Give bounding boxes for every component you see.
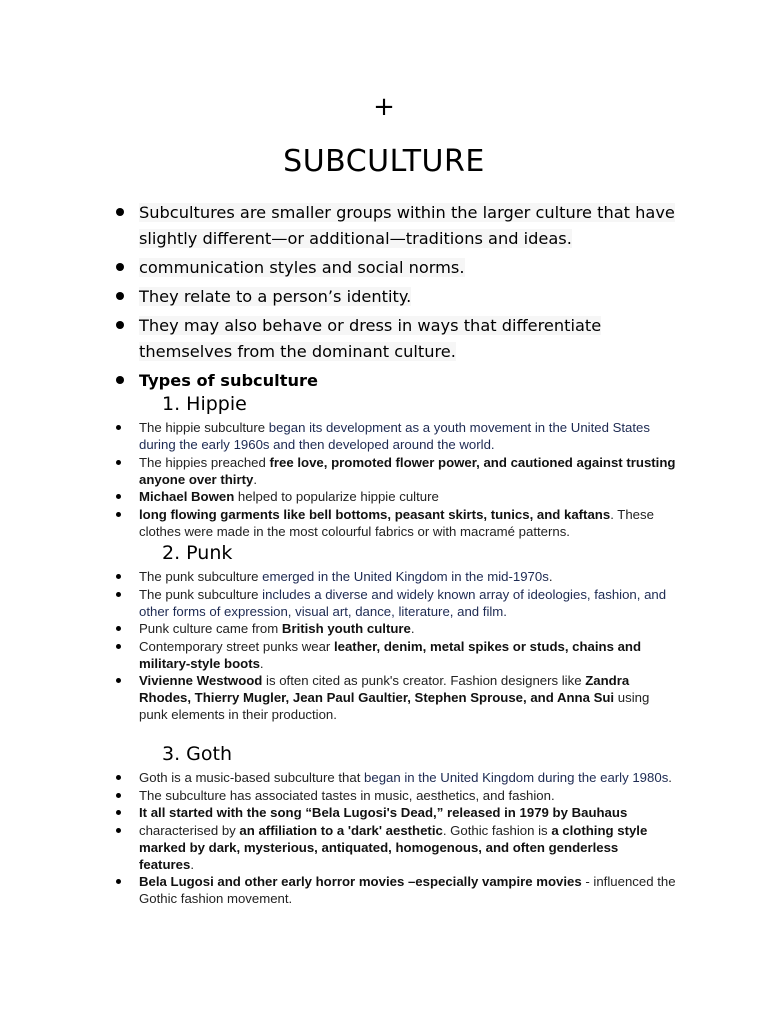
list-text: . — [190, 856, 194, 872]
list-text: began its development as a youth movement in the United States during the early 1960s and then developed around the world. — [139, 420, 650, 452]
list-text: . — [548, 569, 553, 584]
list-text-bold: British youth culture — [281, 621, 411, 636]
list-item — [116, 822, 676, 873]
list-text: using punk elements in their production. — [139, 690, 650, 722]
list-text-bold: Vivienne Westwood — [139, 673, 263, 688]
list-text: The hippies preached — [139, 454, 270, 470]
list-text: . These clothes were made in the most colourful fabrics or with macramé patterns. — [139, 506, 654, 539]
list-item — [116, 368, 696, 394]
list-item — [116, 313, 696, 365]
list-item — [116, 804, 676, 821]
list-item — [116, 586, 676, 620]
list-text: Goth is a music-based subculture that — [139, 770, 365, 785]
list-text-bold: a clothing style marked by dark, mysterious, antiquated, homogenous, and often genderless features — [139, 822, 648, 872]
section-heading-punk: 2. Punk — [162, 542, 233, 564]
list-item — [116, 638, 676, 672]
list-text: The punk subculture — [139, 569, 263, 584]
list-text-bold: Bela Lugosi and other early horror movies –especially vampire movies — [139, 874, 582, 889]
list-text-bold: Zandra Rhodes, Thierry Mugler, Jean Paul Gaultier, Stephen Sprouse, and Anna Sui — [139, 673, 630, 705]
list-text: characterised by — [139, 822, 240, 838]
intro-text: communication styles and social norms. — [139, 258, 465, 277]
list-text: . — [668, 770, 672, 785]
list-item — [116, 454, 676, 488]
list-text: Punk culture came from — [139, 621, 282, 636]
list-text-bold: free love, promoted flower power, and cautioned against trusting anyone over thirty — [139, 454, 676, 487]
intro-text: Subcultures are smaller groups within the larger culture that have slightly different—or additional—traditions and ideas. — [139, 203, 675, 248]
list-item — [116, 672, 676, 723]
list-text: The hippie subculture — [139, 420, 269, 435]
list-text: emerged in the United Kingdom in the mid-1970s — [262, 569, 549, 584]
types-heading: Types of subculture — [139, 371, 318, 390]
intro-list — [116, 200, 696, 397]
list-text: includes a diverse and widely known array of ideologies, fashion, and other forms of expression, visual art, dance, literature, and film. — [139, 586, 667, 619]
list-text: is often cited as punk's creator. Fashion designers like — [262, 673, 586, 688]
list-item — [116, 568, 676, 585]
section-heading-hippie: 1. Hippie — [162, 393, 247, 415]
list-text: Contemporary street punks wear — [139, 638, 334, 654]
punk-list — [116, 568, 676, 724]
plus-symbol: + — [373, 92, 395, 122]
list-item — [116, 488, 676, 505]
list-text-bold: Michael Bowen — [139, 489, 235, 504]
list-text: began in the United Kingdom during the early 1980s — [364, 770, 669, 785]
hippie-list — [116, 419, 676, 540]
page-title: SUBCULTURE — [283, 144, 485, 179]
intro-text: They may also behave or dress in ways that differentiate themselves from the dominant culture. — [139, 316, 602, 361]
list-text-bold: long flowing garments like bell bottoms, peasant skirts, tunics, and kaftans — [139, 506, 611, 522]
list-item — [116, 284, 696, 310]
list-text: . Gothic fashion is — [442, 822, 552, 838]
list-text: The subculture has associated tastes in music, aesthetics, and fashion. — [139, 787, 555, 803]
list-item — [116, 620, 676, 637]
list-text: The punk subculture — [139, 586, 263, 602]
list-text-bold: an affiliation to a 'dark' aesthetic — [239, 822, 443, 838]
list-item — [116, 419, 676, 453]
section-heading-goth: 3. Goth — [162, 743, 233, 765]
list-item — [116, 873, 676, 907]
list-item — [116, 787, 676, 804]
list-item — [116, 200, 696, 252]
goth-list — [116, 769, 676, 908]
list-text: - influenced the Gothic fashion movement. — [139, 874, 676, 906]
intro-text: They relate to a person’s identity. — [139, 287, 412, 306]
list-text: . — [410, 621, 415, 636]
list-text: . — [259, 655, 264, 671]
list-text-bold: leather, denim, metal spikes or studs, chains and military-style boots — [139, 638, 642, 671]
list-item — [116, 255, 696, 281]
list-item — [116, 506, 676, 540]
list-text: helped to popularize hippie culture — [234, 489, 439, 504]
list-text-bold: It all started with the song “Bela Lugosi's Dead,” released in 1979 by Bauhaus — [139, 805, 628, 820]
list-item — [116, 769, 676, 786]
list-text: . — [253, 471, 257, 487]
